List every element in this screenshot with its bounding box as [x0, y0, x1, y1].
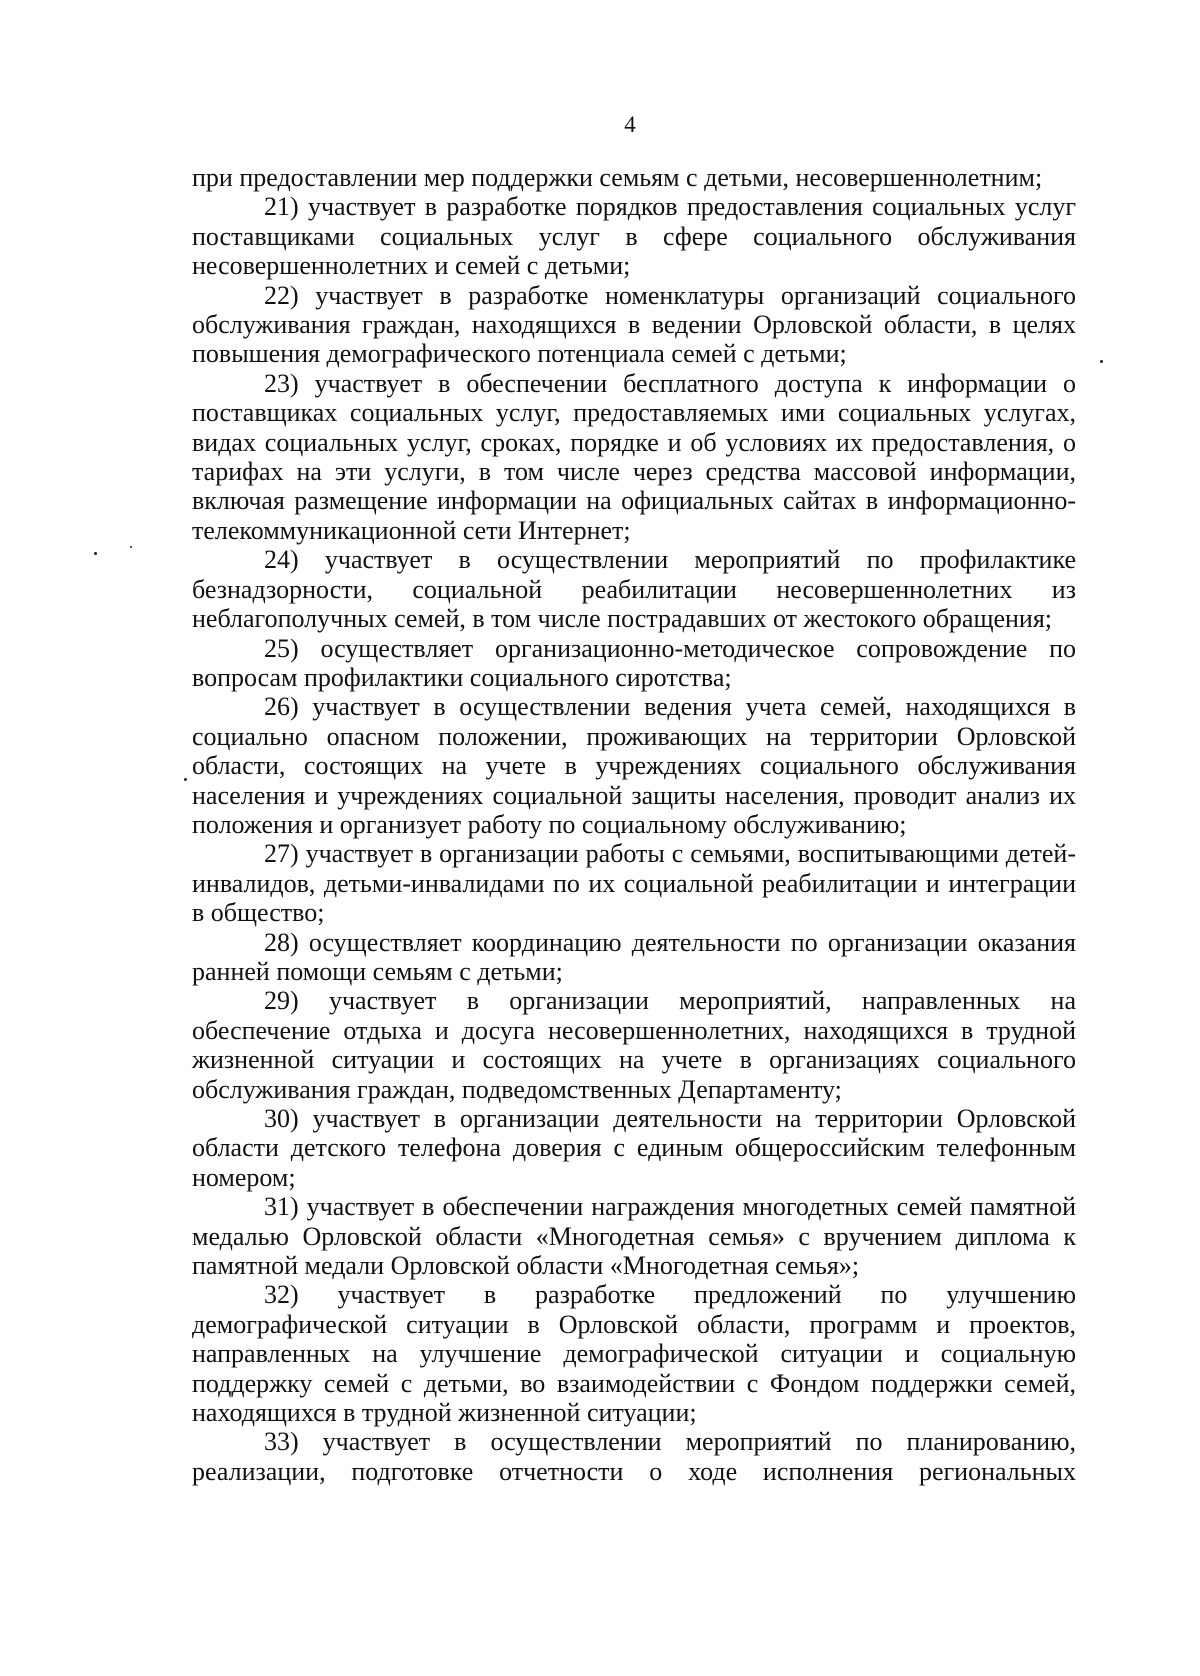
- paragraph-item-31: 31) участвует в обеспечении награждения многодетных семей памятной медалью Орловской области «Многодетная семья» с вручением диплома к памятной медали Орловской области «Многодетная семья»;: [192, 1192, 1076, 1281]
- scan-speck: [1100, 360, 1103, 363]
- paragraph-item-22: 22) участвует в разработке номенклатуры организаций социального обслуживания граждан, находящихся в ведении Орловской области, в целях повышения демографического потенциала семей с детьми;: [192, 280, 1076, 369]
- page-number: 4: [624, 112, 636, 137]
- paragraph-item-30: 30) участвует в организации деятельности на территории Орловской области детского телефона доверия с единым общероссийским телефонным номером;: [192, 1104, 1076, 1192]
- document-body: [192, 163, 1076, 1486]
- paragraph-item-28: 28) осуществляет координацию деятельности по организации оказания ранней помощи семьям с детьми;: [192, 927, 1076, 986]
- scan-speck: [130, 546, 132, 548]
- paragraph-item-21: 21) участвует в разработке порядков предоставления социальных услуг поставщиками социальных услуг в сфере социального обслуживания несовершеннолетних и семей с детьми;: [192, 192, 1076, 281]
- paragraph-item-24: 24) участвует в осуществлении мероприятий по профилактике безнадзорности, социальной реабилитации несовершеннолетних из неблагополучных семей, в том числе пострадавших от жестокого обращения;: [192, 545, 1076, 634]
- paragraph-item-25: 25) осуществляет организационно-методическое сопровождение по вопросам профилактики социального сиротства;: [192, 633, 1076, 692]
- paragraph-item-26: 26) участвует в осуществлении ведения учета семей, находящихся в социально опасном положении, проживающих на территории Орловской области, состоящих на учете в учреждениях социального обслуживания населения и учреждениях социальной защиты населения, проводит анализ их положения и организует работу по социальному обслуживанию;: [192, 692, 1076, 839]
- scan-speck: [94, 552, 97, 555]
- paragraph-item-23: 23) участвует в обеспечении бесплатного доступа к информации о поставщиках социальных услуг, предоставляемых ими социальных услугах, видах социальных услуг, сроках, порядке и об условиях их предоставления, о тарифах на эти услуги, в том числе через средства массовой информации, включая размещение информации на официальных сайтах в информационно-телекоммуникационной сети Интернет;: [192, 368, 1076, 545]
- scan-speck: [184, 778, 187, 781]
- paragraph-item-32: 32) участвует в разработке предложений по улучшению демографической ситуации в Орловской области, программ и проектов, направленных на улучшение демографической ситуации и социальную поддержку семей с детьми, во взаимодействии с Фондом поддержки семей, находящихся в трудной жизненной ситуации;: [192, 1280, 1076, 1428]
- paragraph-item-29: 29) участвует в организации мероприятий, направленных на обеспечение отдыха и досуга несовершеннолетних, находящихся в трудной жизненной ситуации и состоящих на учете в организациях социального обслуживания граждан, подведомственных Департаменту;: [192, 986, 1076, 1104]
- paragraph-continuation: при предоставлении мер поддержки семьям с детьми, несовершеннолетним;: [192, 163, 1043, 192]
- paragraph-item-33: 33) участвует в осуществлении мероприятий по планированию, реализации, подготовке отчетности о ходе исполнения региональных: [192, 1427, 1076, 1486]
- paragraph-item-27: 27) участвует в организации работы с семьями, воспитывающими детей-инвалидов, детьми-инвалидами по их социальной реабилитации и интеграции в общество;: [192, 839, 1076, 928]
